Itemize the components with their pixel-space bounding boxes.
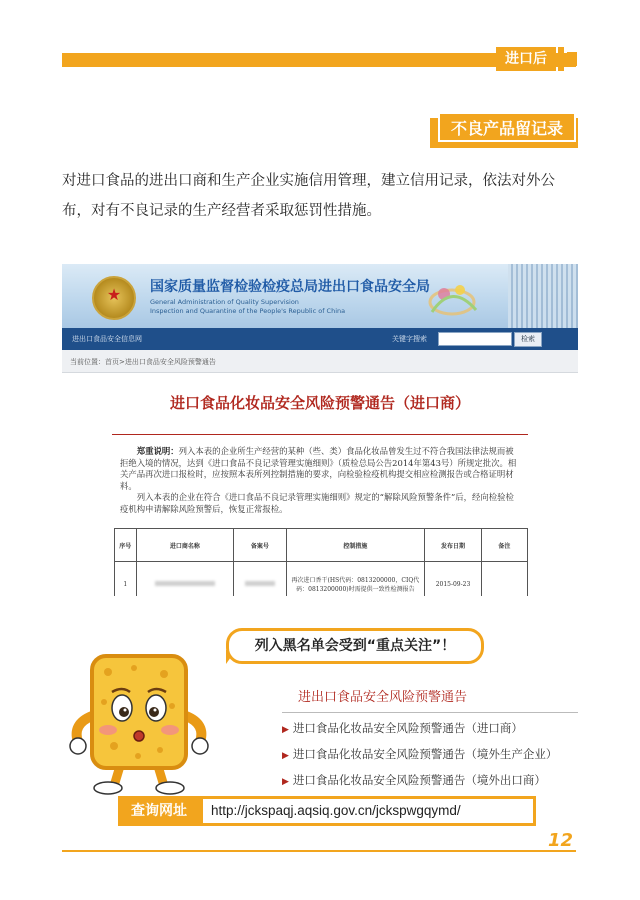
emblem-icon bbox=[92, 276, 136, 320]
site-title-cn: 国家质量监督检验检疫总局进出口食品安全局 bbox=[150, 279, 430, 295]
warning-list bbox=[282, 716, 582, 794]
emblem-star-icon: ★ bbox=[106, 285, 122, 304]
list-item[interactable] bbox=[282, 716, 582, 742]
arrow-right-icon: ▶ bbox=[282, 777, 289, 787]
table-cell-redacted bbox=[234, 562, 286, 597]
list-item-label: 进口食品化妆品安全风险预警通告（境外出口商） bbox=[292, 773, 546, 787]
speech-bubble: 列入黑名单会受到“重点关注”！ bbox=[226, 628, 484, 664]
notice-divider bbox=[112, 434, 528, 435]
redacted-text bbox=[155, 581, 215, 586]
site-nav-text[interactable]: 进出口食品安全信息网 bbox=[72, 335, 142, 343]
site-title-en-2: Inspection and Quarantine of the People's Republic of China bbox=[150, 307, 346, 315]
table-cell bbox=[481, 562, 527, 597]
section-tag: 不良产品留记录 bbox=[438, 112, 576, 142]
arrow-right-icon: ▶ bbox=[282, 725, 289, 735]
table-header-cell: 备案号 bbox=[234, 529, 286, 562]
site-search-button[interactable]: 检索 bbox=[514, 332, 542, 347]
header-section-tab: 进口后 bbox=[496, 47, 556, 71]
table-cell-redacted bbox=[136, 562, 234, 597]
cracker-mascot-icon bbox=[64, 646, 214, 796]
notice-paragraph-2: 列入本表的企业在符合《进口食品不良记录管理实施细则》规定的“解除风险预警条件”后，经向检验检疫机构申请解除风险预警后，恢复正常报检。 bbox=[120, 492, 514, 514]
list-item-label: 进口食品化妆品安全风险预警通告（境外生产企业） bbox=[292, 747, 558, 761]
table-row bbox=[115, 562, 528, 597]
notice-paragraph-1 bbox=[120, 446, 520, 492]
breadcrumb[interactable]: 当前位置：首页>进出口食品安全风险预警通告 bbox=[70, 358, 216, 366]
site-keyword-label: 关键字搜索 bbox=[392, 335, 427, 343]
warning-list-divider bbox=[282, 712, 578, 713]
query-label: 查询网址 bbox=[118, 796, 200, 826]
table-header-cell: 备注 bbox=[481, 529, 527, 562]
building-image bbox=[508, 264, 578, 328]
query-url-link[interactable]: http://jckspaqj.aqsiq.gov.cn/jckspwgqymd/ bbox=[200, 796, 536, 826]
site-breadcrumb-bar bbox=[62, 350, 578, 373]
table-header-row bbox=[115, 529, 528, 562]
warning-table bbox=[114, 528, 528, 596]
table-cell: 再次进口香干(HS代码：0813200000，CIQ代码：0813200000)时需提供一致性检测报告 bbox=[286, 562, 425, 597]
notice-text-1: 列入本表的企业所生产经营的某种（些、类）食品化妆品曾发生过不符合我国法律法规而被拒绝入境的情况，达到《进口食品不良记录管理实施细则》（质检总局公告2014年第43号）所规定批次。相关产品再次进口报检时，应按照本表所列控制措施的要求，向检验检疫机构提交相应检测报告或合格证明材料。 bbox=[120, 446, 517, 491]
site-nav-bar bbox=[62, 328, 578, 350]
table-cell: 2015-09-23 bbox=[425, 562, 482, 597]
notice-lead: 郑重说明： bbox=[136, 446, 179, 456]
intro-paragraph: 对进口食品的进出口商和生产企业实施信用管理，建立信用记录，依法对外公布，对有不良记录的生产经营者采取惩罚性措施。 bbox=[62, 173, 555, 219]
redacted-text bbox=[245, 581, 275, 586]
table-header-cell: 发布日期 bbox=[425, 529, 482, 562]
table-header-cell: 控制措施 bbox=[286, 529, 425, 562]
footer-rule bbox=[62, 850, 576, 852]
header-decor-bar bbox=[558, 47, 564, 71]
header-decor-bar-small bbox=[567, 52, 577, 66]
page-number: 12 bbox=[548, 830, 574, 851]
list-item[interactable] bbox=[282, 768, 582, 794]
notice-title: 进口食品化妆品安全风险预警通告（进口商） bbox=[169, 394, 470, 412]
website-screenshot bbox=[62, 264, 578, 596]
list-item-label: 进口食品化妆品安全风险预警通告（进口商） bbox=[292, 721, 523, 735]
list-item[interactable] bbox=[282, 742, 582, 768]
site-title-en-1: General Administration of Quality Supervision bbox=[150, 298, 299, 306]
arrow-right-icon: ▶ bbox=[282, 751, 289, 761]
warning-list-title: 进出口食品安全风险预警通告 bbox=[298, 690, 468, 705]
banner-decoration-icon bbox=[392, 272, 512, 324]
site-search-input[interactable] bbox=[438, 332, 512, 346]
table-header-cell: 序号 bbox=[115, 529, 137, 562]
table-cell: 1 bbox=[115, 562, 137, 597]
table-header-cell: 进口商名称 bbox=[136, 529, 234, 562]
